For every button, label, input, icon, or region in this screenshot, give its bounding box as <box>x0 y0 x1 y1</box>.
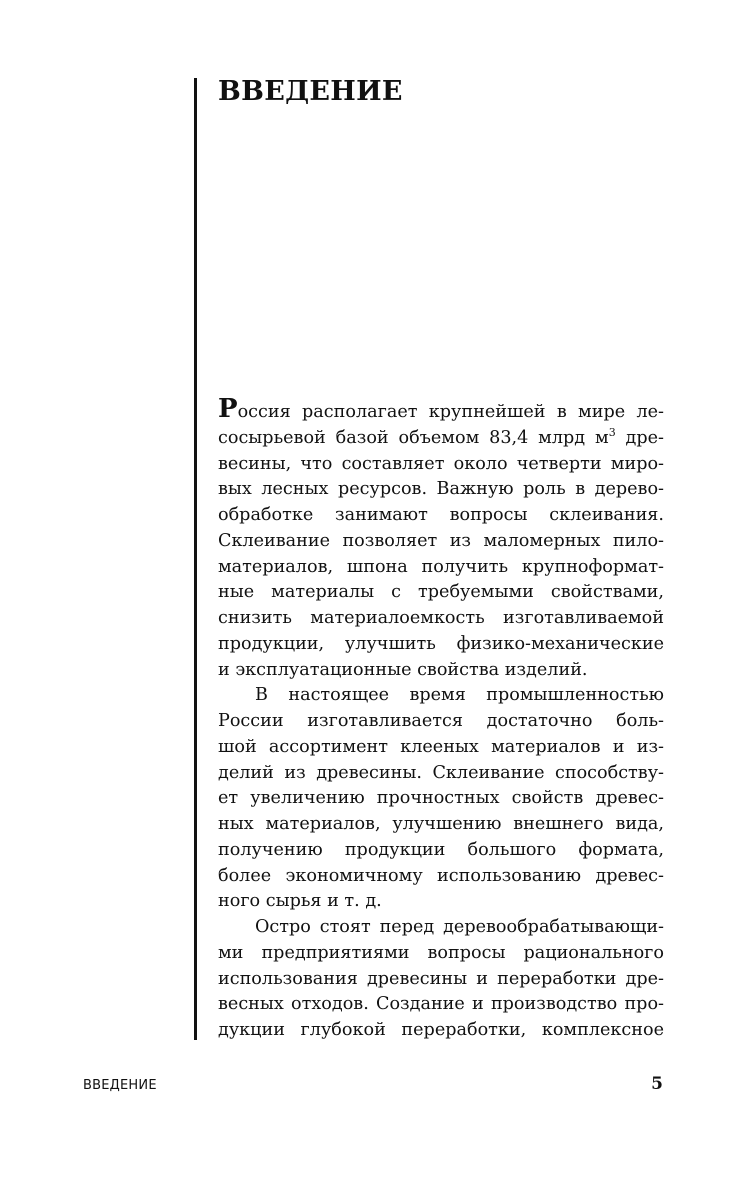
text-line <box>218 426 664 452</box>
chapter-title: ВВЕДЕНИЕ <box>218 76 403 107</box>
text-line: получению продукции большого формата, <box>218 839 664 860</box>
text-line: Склеивание позволяет из маломерных пило- <box>218 530 664 551</box>
text-fragment: сосырьевой базой объемом 83,4 млрд м <box>218 427 609 448</box>
text-line: ного сырья и т. д. <box>218 891 382 912</box>
body-text <box>218 394 665 1044</box>
text-line: снизить материалоемкость изготавливаемой <box>218 608 664 628</box>
text-line: весных отходов. Создание и производство про- <box>218 994 664 1015</box>
text-fragment: дре- <box>615 427 665 448</box>
text-line: продукции, улучшить физико-механические <box>218 633 664 654</box>
text-line: весины, что составляет около четверти миро- <box>218 453 664 474</box>
text-line-rest: оссия располагает крупнейшей в мире ле- <box>237 402 664 422</box>
text-line: ных материалов, улучшению внешнего вида, <box>218 814 664 834</box>
text-line: ные материалы с требуемыми свойствами, <box>218 582 664 603</box>
text-line: дукции глубокой переработки, комплексное <box>218 1020 664 1040</box>
text-line: России изготавливается достаточно боль- <box>218 711 664 731</box>
page-number: 5 <box>651 1074 663 1094</box>
text-line <box>218 394 664 426</box>
text-line: шой ассортимент клееных материалов и из- <box>218 736 664 757</box>
text-line: ми предприятиями вопросы рационального <box>218 942 664 963</box>
text-line: Остро стоят перед деревообрабатывающи- <box>255 917 664 937</box>
text-line: и эксплуатационные свойства изделий. <box>218 659 588 680</box>
drop-cap: Р <box>218 394 238 424</box>
text-line: вых лесных ресурсов. Важную роль в дерево- <box>218 479 664 500</box>
vertical-rule <box>194 78 197 1040</box>
running-footer-title: ВВЕДЕНИЕ <box>83 1078 157 1093</box>
text-line: более экономичному использованию древес- <box>218 865 664 886</box>
text-line: материалов, шпона получить крупноформат- <box>218 556 664 577</box>
superscript: 3 <box>608 425 616 439</box>
text-line: В настоящее время промышленностью <box>255 685 664 706</box>
text-line: делий из древесины. Склеивание способству- <box>218 762 664 783</box>
text-line: использования древесины и переработки дре- <box>218 968 664 989</box>
text-line: ет увеличению прочностных свойств древес- <box>218 788 664 809</box>
text-line: обработке занимают вопросы склеивания. <box>218 505 664 525</box>
